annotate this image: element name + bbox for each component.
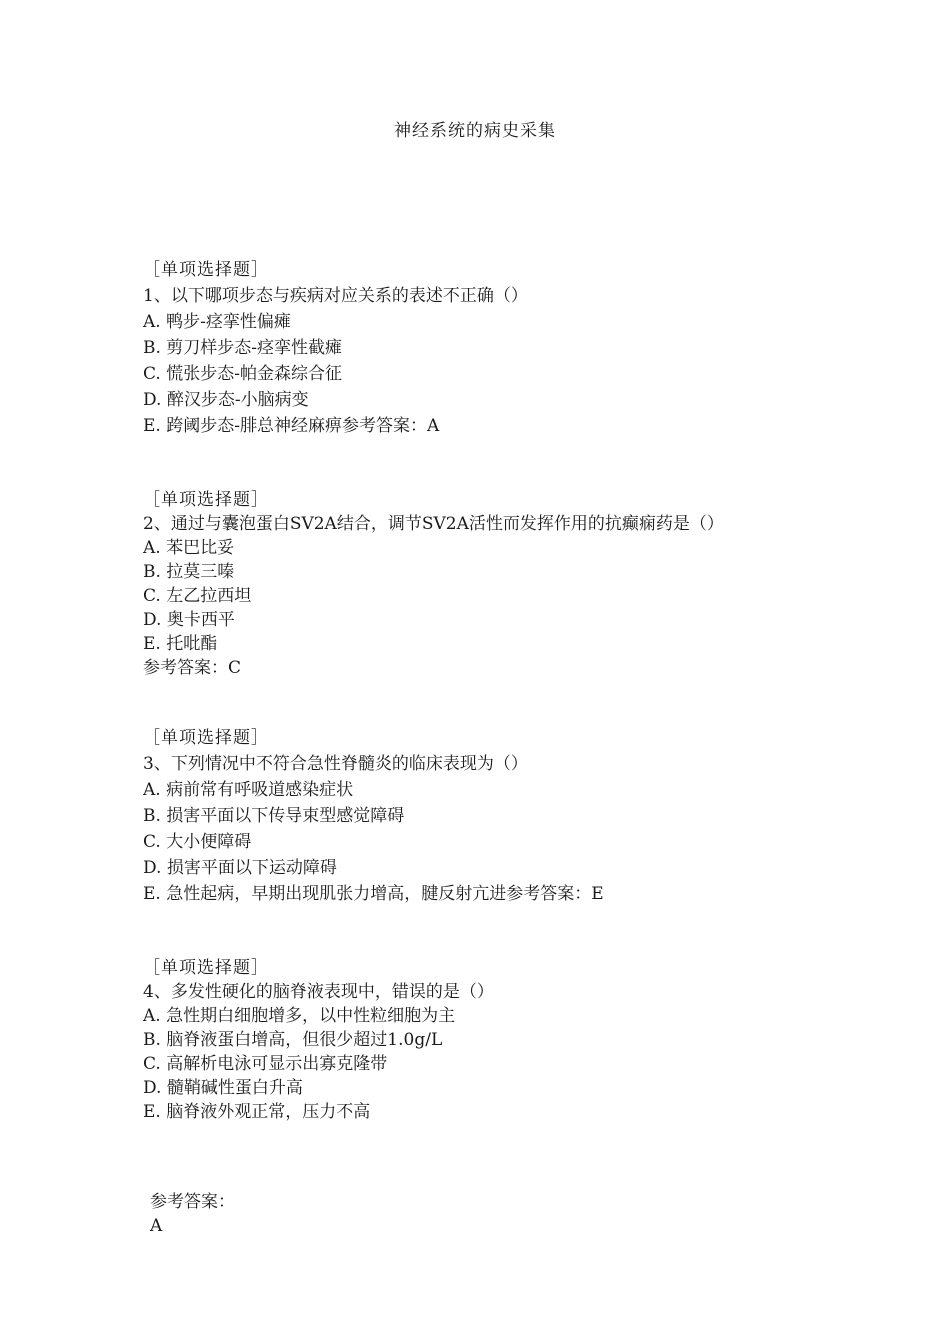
- question-4-option-c: C. 高解析电泳可显示出寡克隆带: [143, 1054, 388, 1074]
- question-1-option-e: E. 跨阈步态-腓总神经麻痹参考答案：A: [143, 416, 440, 436]
- question-1-option-b: B. 剪刀样步态-痉挛性截瘫: [143, 338, 343, 358]
- question-2-option-d: D. 奥卡西平: [143, 610, 235, 630]
- question-3-option-e: E. 急性起病，早期出现肌张力增高，腱反射亢进参考答案：E: [143, 884, 604, 904]
- question-2-stem: 2、通过与囊泡蛋白SV2A结合，调节SV2A活性而发挥作用的抗癫痫药是（）: [143, 514, 724, 534]
- question-1-type-tag: ［单项选择题］: [143, 260, 269, 280]
- question-4-answer-value: A: [150, 1216, 163, 1236]
- question-3-option-b: B. 损害平面以下传导束型感觉障碍: [143, 806, 405, 826]
- question-4-option-d: D. 髓鞘碱性蛋白升高: [143, 1078, 303, 1098]
- question-4-type-tag: ［单项选择题］: [143, 958, 269, 978]
- question-2-answer: 参考答案：C: [143, 658, 242, 678]
- question-2-option-e: E. 托吡酯: [143, 634, 218, 654]
- question-2-option-b: B. 拉莫三嗪: [143, 562, 235, 582]
- question-4-answer-label: 参考答案：: [150, 1192, 235, 1212]
- question-4-option-a: A. 急性期白细胞增多，以中性粒细胞为主: [143, 1006, 456, 1026]
- question-3-option-d: D. 损害平面以下运动障碍: [143, 858, 337, 878]
- question-4-option-b: B. 脑脊液蛋白增高，但很少超过1.0g/L: [143, 1030, 443, 1050]
- question-4-option-e: E. 脑脊液外观正常，压力不高: [143, 1102, 371, 1122]
- question-2-option-a: A. 苯巴比妥: [143, 538, 235, 558]
- question-3-option-c: C. 大小便障碍: [143, 832, 252, 852]
- question-4-stem: 4、多发性硬化的脑脊液表现中，错误的是（）: [143, 982, 494, 1002]
- question-3-stem: 3、下列情况中不符合急性脊髓炎的临床表现为（）: [143, 754, 528, 774]
- page-title: 神经系统的病史采集: [394, 121, 556, 141]
- question-2-option-c: C. 左乙拉西坦: [143, 586, 252, 606]
- question-1-option-c: C. 慌张步态-帕金森综合征: [143, 364, 342, 384]
- question-1-option-d: D. 醉汉步态-小脑病变: [143, 390, 309, 410]
- question-1-option-a: A. 鸭步-痉挛性偏瘫: [143, 312, 291, 332]
- question-2-type-tag: ［单项选择题］: [143, 490, 269, 510]
- question-3-type-tag: ［单项选择题］: [143, 728, 269, 748]
- question-1-stem: 1、以下哪项步态与疾病对应关系的表述不正确（）: [143, 286, 528, 306]
- question-3-option-a: A. 病前常有呼吸道感染症状: [143, 780, 354, 800]
